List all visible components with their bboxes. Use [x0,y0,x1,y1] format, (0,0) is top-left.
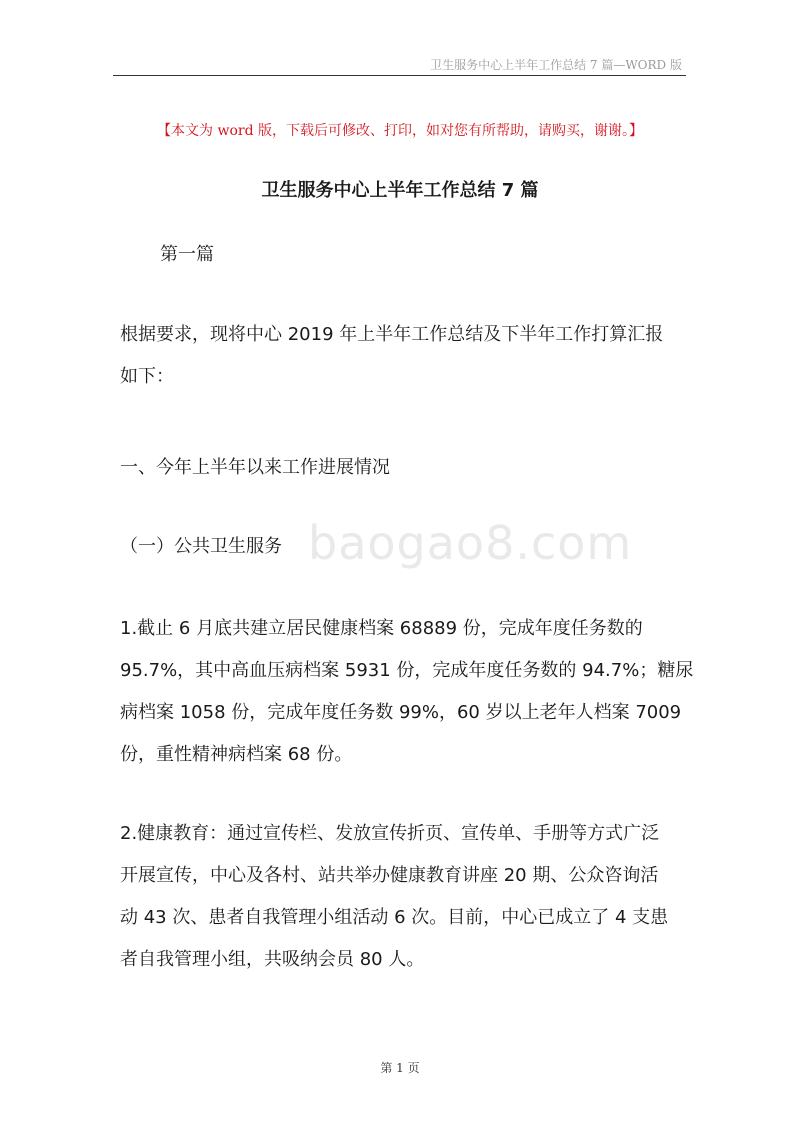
paragraph-line: 开展宣传，中心及各村、站共举办健康教育讲座 20 期、公众咨询活 [120,865,659,886]
paragraph-line: 2.健康教育：通过宣传栏、发放宣传折页、宣传单、手册等方式广泛 [120,823,660,844]
download-notice: 【本文为 word 版，下载后可修改、打印，如对您有所帮助，请购买，谢谢。】 [157,123,643,139]
item-2-paragraph [120,813,685,981]
document-title: 卫生服务中心上半年工作总结 7 篇 [261,180,539,201]
page-number: 第 1 页 [380,1061,420,1075]
intro-line: 如下： [120,366,174,387]
paragraph-line: 病档案 1058 份，完成年度任务数 99%，60 岁以上老年人档案 7009 [120,702,682,723]
paragraph-line: 份，重性精神病档案 68 份。 [120,744,353,765]
subsection-heading: （一）公共卫生服务 [120,536,282,557]
running-header: 卫生服务中心上半年工作总结 7 篇—WORD 版 [430,58,682,72]
intro-line: 根据要求，现将中心 2019 年上半年工作总结及下半年工作打算汇报 [120,324,664,345]
part-label: 第一篇 [160,244,214,265]
paragraph-line: 95.7%，其中高血压病档案 5931 份，完成年度任务数的 94.7%；糖尿 [120,660,694,681]
watermark: baogao8.com [308,516,633,570]
paragraph-line: 1.截止 6 月底共建立居民健康档案 68889 份，完成年度任务数的 [120,618,643,639]
header-divider [113,75,686,76]
paragraph-line: 者自我管理小组，共吸纳会员 80 人。 [120,949,425,970]
intro-paragraph [120,314,685,398]
paragraph-line: 动 43 次、患者自我管理小组活动 6 次。目前，中心已成立了 4 支患 [120,907,669,928]
section-heading: 一、今年上半年以来工作进展情况 [120,457,390,478]
item-1-paragraph [120,608,694,776]
